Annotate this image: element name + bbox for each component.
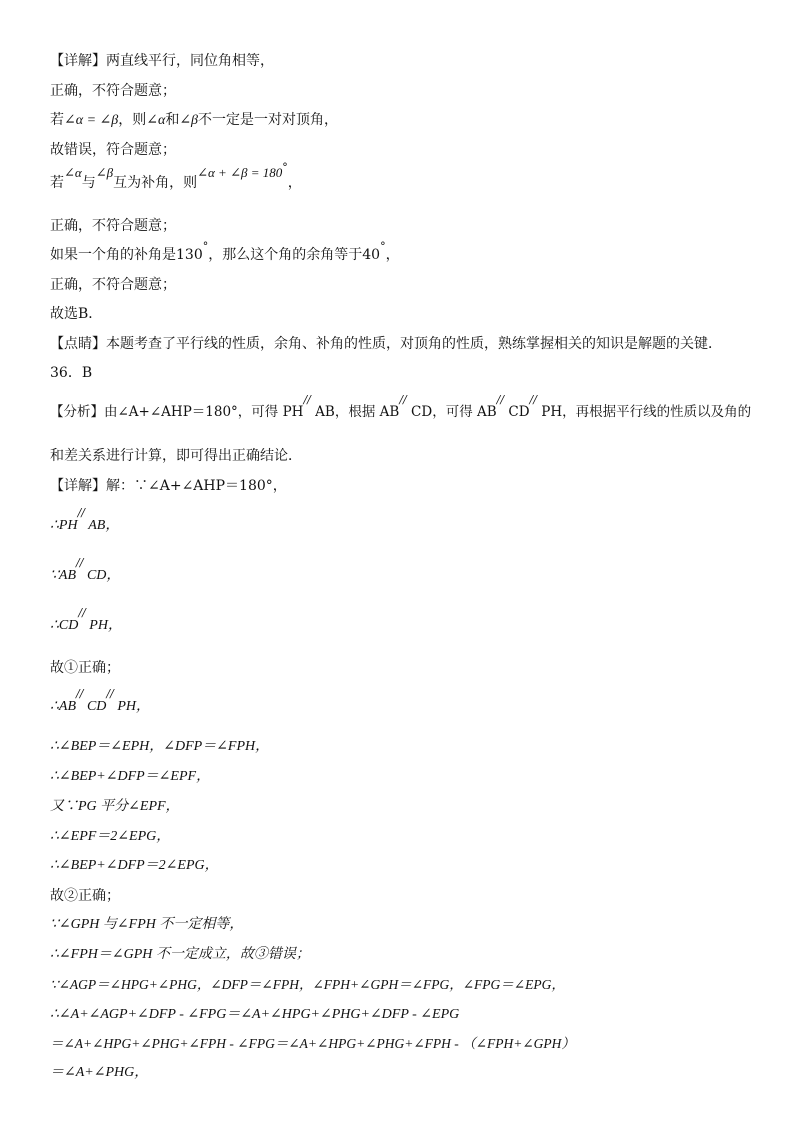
derivation-line: ∴∠BEP＝∠EPH，∠DFP＝∠FPH，	[50, 739, 270, 754]
text: 【分析】由∠A+∠AHP＝180°，可得 PH	[50, 404, 304, 420]
text: PH，	[113, 699, 150, 714]
text-line-9	[50, 305, 102, 323]
text: ，	[385, 247, 400, 263]
text: CD，	[83, 568, 121, 583]
parallel-sign: //	[106, 687, 114, 700]
text: 正确，不符合题意；	[50, 277, 176, 293]
derivation-line: ∴∠A+∠AGP+∠DFP - ∠FPG＝∠A+∠HPG+∠PHG+∠DFP - ∠EPG	[50, 1007, 460, 1022]
parallel-sign: //	[399, 393, 407, 406]
text: ∴CD	[50, 618, 79, 633]
text-line-6	[50, 217, 176, 235]
text: 正确，不符合题意；	[50, 218, 176, 234]
question-number	[50, 364, 92, 382]
formula: ∠α = ∠β	[64, 113, 119, 128]
text-line-analysis	[50, 393, 752, 422]
degree-sign: °	[380, 240, 386, 253]
formula: ∠β	[95, 165, 114, 180]
text: 【详解】解：∵∠A+∠AHP＝180°，	[50, 478, 287, 494]
derivation-line: ＝∠A+∠PHG，	[50, 1065, 149, 1080]
parallel-sign: //	[76, 556, 84, 569]
formula: ∠β	[179, 113, 199, 128]
text: 不一定是一对对顶角，	[198, 112, 339, 128]
text-line-3	[50, 111, 338, 130]
text: AB，	[85, 518, 120, 533]
text-line-1	[50, 52, 274, 70]
step-3	[50, 606, 122, 635]
text: 与	[81, 175, 96, 191]
text: 和	[165, 112, 180, 128]
text: 若	[50, 175, 64, 191]
text-line-14	[50, 477, 287, 495]
derivation-line: 又∵PG 平分∠EPF，	[50, 799, 180, 814]
text: CD	[504, 404, 530, 420]
step-1	[50, 506, 120, 535]
text: PH，	[85, 618, 122, 633]
parallel-sign: //	[303, 393, 311, 406]
text: ∴PH	[50, 518, 78, 533]
text: 如果一个角的补角是130	[50, 247, 203, 263]
degree-sign: °	[282, 161, 288, 174]
degree-sign: °	[202, 240, 209, 253]
derivation-line: ∴∠BEP+∠DFP＝2∠EPG，	[50, 858, 219, 873]
text: PH，再根据平行线的性质以及角的	[536, 404, 752, 420]
parallel-sign: //	[77, 506, 85, 519]
text: 互为补角，则	[113, 175, 198, 191]
text: CD，可得 AB	[406, 404, 497, 420]
derivation-line: 故②正确；	[50, 888, 120, 904]
text-line-5	[50, 161, 302, 193]
text: 【详解】两直线平行，同位角相等，	[50, 53, 274, 69]
text: 【点睛】本题考查了平行线的性质，余角、补角的性质，对顶角的性质，熟练掌握相关的知识是解题的关键．	[50, 336, 722, 352]
step-2	[50, 556, 121, 585]
text: 故选B．	[50, 306, 103, 322]
text: 和差关系进行计算，即可得出正确结论．	[50, 448, 302, 464]
derivation-line: ∵∠AGP＝∠HPG+∠PHG，∠DFP＝∠FPH，∠FPH+∠GPH＝∠FPG，∠FPG＝∠EPG，	[50, 977, 565, 992]
text-line-4	[50, 141, 176, 159]
step-4	[50, 659, 120, 677]
parallel-sign: //	[529, 393, 537, 406]
text: 正确，不符合题意；	[50, 83, 176, 99]
text: 36．B	[50, 365, 93, 381]
formula: ∠α	[64, 165, 82, 180]
text: ∵AB	[50, 568, 77, 583]
text-line-7	[50, 240, 400, 265]
parallel-sign: //	[78, 606, 86, 619]
text-line-13	[50, 447, 302, 465]
text-line-10	[50, 335, 722, 353]
text: 故①正确；	[50, 660, 120, 676]
step-5	[50, 687, 150, 716]
derivation-line: ∴∠BEP+∠DFP＝∠EPF，	[50, 769, 211, 784]
text: CD	[83, 699, 107, 714]
derivation-line: ∴∠FPH＝∠GPH 不一定成立，故③错误；	[50, 947, 310, 962]
text: ，	[287, 175, 302, 191]
text: ，则	[118, 112, 147, 128]
parallel-sign: //	[496, 393, 505, 406]
text-line-8	[50, 276, 176, 294]
text: AB，根据 AB	[310, 404, 400, 420]
formula: ∠α	[146, 113, 166, 128]
derivation-line: ∴∠EPF＝2∠EPG，	[50, 829, 171, 844]
text: ∴AB	[50, 699, 77, 714]
formula: ∠α + ∠β = 180	[197, 165, 283, 180]
text: ，那么这个角的余角等于40	[208, 247, 381, 263]
derivation-line: ＝∠A+∠HPG+∠PHG+∠FPH - ∠FPG＝∠A+∠HPG+∠PHG+∠FPH - （∠FPH+∠GPH）	[50, 1036, 575, 1051]
text-line-2	[50, 82, 176, 100]
text: 若	[50, 112, 64, 128]
text: 故错误，符合题意；	[50, 142, 176, 158]
parallel-sign: //	[76, 687, 84, 700]
derivation-line: ∵∠GPH 与∠FPH 不一定相等，	[50, 917, 244, 932]
